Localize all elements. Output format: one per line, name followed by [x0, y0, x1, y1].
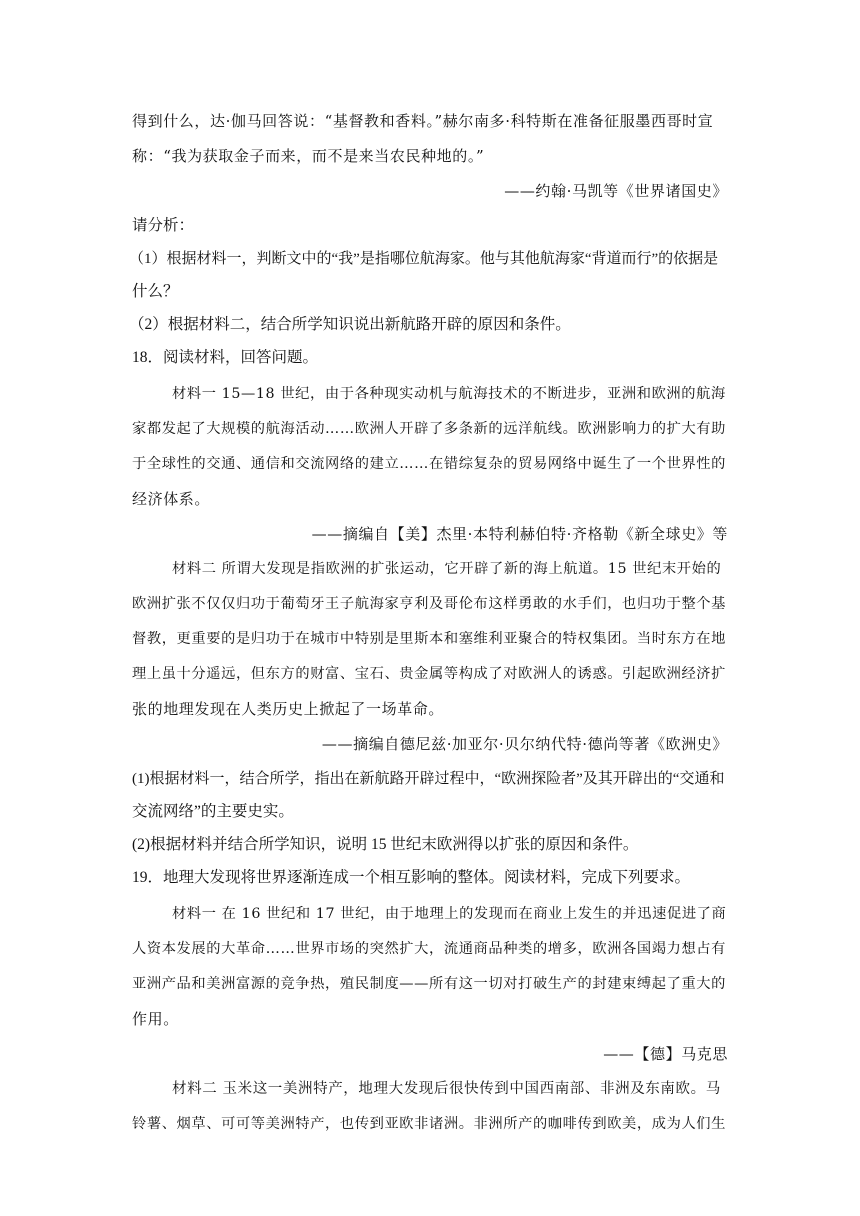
- text-line: 得到什么，达·伽马回答说：“基督教和香料。”赫尔南多·科特斯在准备征服墨西哥时宣: [132, 112, 714, 130]
- material-paragraph: 材料一 在 16 世纪和 17 世纪，由于地理上的发现而在商业上发生的并迅速促进了商: [172, 906, 727, 922]
- citation: ——摘编自【美】杰里·本特利赫伯特·齐格勒《新全球史》等: [311, 525, 728, 543]
- citation: ——摘编自德尼兹·加亚尔·贝尔纳代特·德尚等著《欧洲史》: [321, 735, 728, 753]
- text-line: 理上虽十分遥远，但东方的财富、宝石、贵金属等构成了对欧洲人的诱惑。引起欧洲经济扩: [132, 666, 727, 682]
- material-paragraph: 材料一 15—18 世纪，由于各种现实动机与航海技术的不断进步，亚洲和欧洲的航海: [172, 386, 726, 402]
- text-line: 称：“我为获取金子而来，而不是来当农民种地的。”: [132, 147, 485, 165]
- question-item: （2）根据材料二，结合所学知识说出新航路开辟的原因和条件。: [129, 316, 571, 333]
- question-item: （1）根据材料一，判断文中的“我”是指哪位航海家。他与其他航海家“背道而行”的依据是: [129, 251, 719, 267]
- text-line: 张的地理发现在人类历史上掀起了一场革命。: [132, 700, 445, 718]
- text-line: 作用。: [132, 1010, 179, 1028]
- text-line: 于全球性的交通、通信和交流网络的建立……在错综复杂的贸易网络中诞生了一个世界性的: [132, 456, 727, 472]
- citation: ——【德】马克思: [603, 1045, 728, 1063]
- question-heading: 18．阅读材料，回答问题。: [132, 349, 319, 366]
- question-heading: 19．地理大发现将世界逐渐连成一个相互影响的整体。阅读材料，完成下列要求。: [132, 869, 691, 886]
- text-line: 经济体系。: [132, 490, 211, 508]
- text-line: 人资本发展的大革命……世界市场的突然扩大，流通商品种类的增多，欧洲各国竭力想占有: [132, 941, 727, 957]
- question-item: (2)根据材料并结合所学知识，说明 15 世纪末欧洲得以扩张的原因和条件。: [132, 836, 639, 853]
- text-line: 督教，更重要的是归功于在城市中特别是里斯本和塞维利亚聚合的特权集团。当时东方在地: [132, 631, 727, 647]
- material-paragraph: 材料二 玉米这一美洲特产，地理大发现后很快传到中国西南部、非洲及东南欧。马: [172, 1081, 721, 1097]
- text-line: 交流网络”的主要史实。: [132, 803, 294, 820]
- text-line: 什么？: [132, 283, 179, 300]
- text-line: 铃薯、烟草、可可等美洲特产，也传到亚欧非诸洲。非洲所产的咖啡传到欧美，成为人们生: [132, 1116, 727, 1132]
- text-line: 亚洲产品和美洲富源的竞争热，殖民制度——所有这一切对打破生产的封建束缚起了重大的: [132, 976, 727, 992]
- material-paragraph: 材料二 所谓大发现是指欧洲的扩张运动，它开辟了新的海上航道。15 世纪末开始的: [172, 561, 722, 577]
- question-item: (1)根据材料一，结合所学，指出在新航路开辟过程中，“欧洲探险者”及其开辟出的“交通和: [132, 771, 725, 787]
- text-line: 家都发起了大规模的航海活动……欧洲人开辟了多条新的远洋航线。欧洲影响力的扩大有助: [132, 421, 727, 437]
- citation: ——约翰·马凯等《世界诸国史》: [504, 182, 728, 200]
- text-line: 欧洲扩张不仅仅归功于葡萄牙王子航海家亨利及哥伦布这样勇敢的水手们，也归功于整个基: [132, 596, 727, 612]
- question-prompt: 请分析：: [132, 217, 195, 234]
